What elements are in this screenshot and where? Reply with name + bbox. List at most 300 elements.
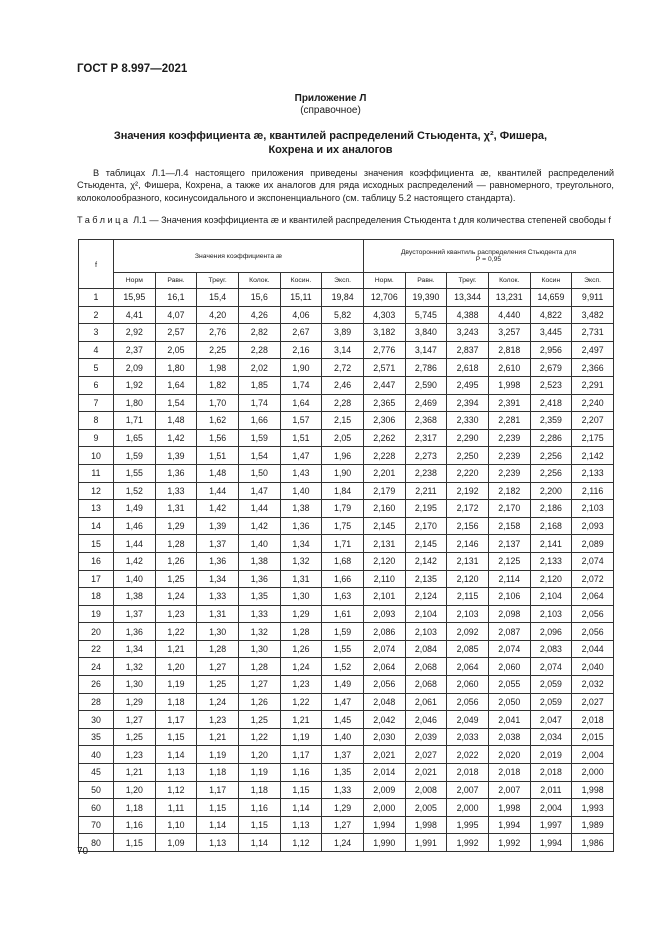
table-cell: 1,54 (155, 394, 197, 412)
appendix-note: (справочное) (300, 105, 361, 116)
table-cell: 1,38 (114, 588, 156, 606)
table-row (79, 500, 614, 518)
table-cell: 1,61 (322, 605, 364, 623)
table-cell: 2,015 (572, 728, 614, 746)
table-body (79, 289, 614, 852)
table-row (79, 693, 614, 711)
table-cell: 1,90 (280, 359, 322, 377)
table-cell: 1,29 (280, 605, 322, 623)
table-cell: 3,14 (322, 341, 364, 359)
table-cell: 19,84 (322, 289, 364, 307)
table-cell: 1,37 (322, 746, 364, 764)
table-cell: 4,41 (114, 306, 156, 324)
table-row (79, 341, 614, 359)
table-cell: 1,20 (238, 746, 280, 764)
table-cell: 2,125 (488, 552, 530, 570)
table-cell: 2,207 (572, 412, 614, 430)
table-cell: 2,273 (405, 447, 447, 465)
table-cell: 2,110 (363, 570, 405, 588)
table-cell: 2,004 (530, 799, 572, 817)
table-cell: 1,74 (238, 394, 280, 412)
table-cell: 2,142 (572, 447, 614, 465)
table-cell: 1,20 (114, 781, 156, 799)
table-cell: 1,24 (280, 658, 322, 676)
table-cell: 1,28 (197, 640, 239, 658)
table-cell: 1,18 (155, 693, 197, 711)
table-cell: 2,418 (530, 394, 572, 412)
page-number: 70 (77, 846, 89, 857)
table-cell: 1,39 (155, 447, 197, 465)
table-cell: 2,072 (572, 570, 614, 588)
table-cell: 2,571 (363, 359, 405, 377)
table-cell: 1,15 (238, 816, 280, 834)
table-cell: 1,37 (114, 605, 156, 623)
table-cell: 2,92 (114, 324, 156, 342)
table-cell: 2,114 (488, 570, 530, 588)
table-cell: 2,25 (197, 341, 239, 359)
table-row (79, 412, 614, 430)
table-cell: 1,36 (114, 623, 156, 641)
table-cell: 2,238 (405, 464, 447, 482)
cell-degrees-of-freedom: 9 (79, 429, 114, 447)
table-cell: 2,022 (447, 746, 489, 764)
table-cell: 1,64 (280, 394, 322, 412)
table-cell: 2,050 (488, 693, 530, 711)
column-group-student-line2: P = 0,95 (475, 256, 502, 263)
table-cell: 2,168 (530, 517, 572, 535)
table-cell: 1,21 (114, 764, 156, 782)
table-cell: 2,049 (447, 711, 489, 729)
table-cell: 1,19 (280, 728, 322, 746)
table-cell: 2,042 (363, 711, 405, 729)
table-row (79, 588, 614, 606)
table-cell: 2,133 (572, 464, 614, 482)
table-cell: 3,445 (530, 324, 572, 342)
table-cell: 2,956 (530, 341, 572, 359)
table-cell: 2,590 (405, 376, 447, 394)
table-cell: 2,038 (488, 728, 530, 746)
table-cell: 1,38 (238, 552, 280, 570)
subcolumn-header: Эксп. (572, 273, 614, 289)
table-cell: 1,19 (155, 676, 197, 694)
table-cell: 1,29 (155, 517, 197, 535)
cell-degrees-of-freedom: 16 (79, 552, 114, 570)
table-cell: 2,394 (447, 394, 489, 412)
table-cell: 2,239 (488, 429, 530, 447)
table-cell: 1,31 (155, 500, 197, 518)
table-cell: 1,22 (238, 728, 280, 746)
table-cell: 1,998 (405, 816, 447, 834)
table-cell: 2,032 (572, 676, 614, 694)
cell-degrees-of-freedom: 7 (79, 394, 114, 412)
table-cell: 1,18 (197, 764, 239, 782)
table-cell: 1,56 (197, 429, 239, 447)
table-cell: 1,71 (322, 535, 364, 553)
cell-degrees-of-freedom: 14 (79, 517, 114, 535)
table-cell: 2,018 (572, 711, 614, 729)
table-row (79, 376, 614, 394)
table-cell: 2,020 (488, 746, 530, 764)
table-cell: 1,49 (322, 676, 364, 694)
table-row (79, 799, 614, 817)
table-cell: 1,15 (280, 781, 322, 799)
table-cell: 1,84 (322, 482, 364, 500)
table-cell: 2,172 (447, 500, 489, 518)
table-cell: 2,250 (447, 447, 489, 465)
table-cell: 1,82 (197, 376, 239, 394)
table-cell: 1,42 (238, 517, 280, 535)
table-cell: 2,056 (572, 623, 614, 641)
table-cell: 1,22 (280, 693, 322, 711)
table-cell: 1,16 (238, 799, 280, 817)
table-cell: 2,087 (488, 623, 530, 641)
table-cell: 4,822 (530, 306, 572, 324)
table-cell: 2,262 (363, 429, 405, 447)
table-cell: 2,068 (405, 658, 447, 676)
table-cell: 1,30 (280, 588, 322, 606)
table-cell: 2,000 (572, 764, 614, 782)
table-cell: 2,021 (363, 746, 405, 764)
table-row (79, 834, 614, 852)
table-cell: 2,007 (488, 781, 530, 799)
table-cell: 4,26 (238, 306, 280, 324)
table-cell: 2,141 (530, 535, 572, 553)
table-cell: 1,13 (197, 834, 239, 852)
table-row (79, 359, 614, 377)
table-cell: 2,330 (447, 412, 489, 430)
column-group-student-line1: Двусторонний квантиль распределения Стьюдента для (400, 249, 577, 256)
table-cell: 1,992 (488, 834, 530, 852)
table-cell: 1,68 (322, 552, 364, 570)
table-cell: 1,62 (197, 412, 239, 430)
table-row (79, 447, 614, 465)
table-cell: 1,66 (238, 412, 280, 430)
subcolumn-header: Косин. (280, 273, 322, 289)
table-cell: 1,22 (155, 623, 197, 641)
table-cell: 1,21 (280, 711, 322, 729)
table-cell: 2,28 (238, 341, 280, 359)
table-cell: 2,182 (488, 482, 530, 500)
table-cell: 1,998 (488, 799, 530, 817)
table-cell: 2,46 (322, 376, 364, 394)
subcolumn-header: Равн. (155, 273, 197, 289)
table-cell: 1,29 (322, 799, 364, 817)
table-cell: 1,27 (114, 711, 156, 729)
table-row (79, 746, 614, 764)
table-cell: 1,995 (447, 816, 489, 834)
table-cell: 2,101 (363, 588, 405, 606)
table-row (79, 552, 614, 570)
table-cell: 1,998 (572, 781, 614, 799)
table-cell: 1,34 (114, 640, 156, 658)
table-cell: 1,51 (280, 429, 322, 447)
table-cell: 2,061 (405, 693, 447, 711)
table-row (79, 605, 614, 623)
table-cell: 1,27 (238, 676, 280, 694)
subcolumn-header: Эксп. (322, 273, 364, 289)
table-cell: 1,28 (280, 623, 322, 641)
table-cell: 2,67 (280, 324, 322, 342)
table-cell: 2,05 (155, 341, 197, 359)
table-cell: 5,745 (405, 306, 447, 324)
table-cell: 1,63 (322, 588, 364, 606)
table-cell: 3,182 (363, 324, 405, 342)
table-cell: 2,495 (447, 376, 489, 394)
table-cell: 2,05 (322, 429, 364, 447)
table-cell: 1,90 (322, 464, 364, 482)
table-cell: 2,179 (363, 482, 405, 500)
table-cell: 1,40 (238, 535, 280, 553)
table-cell: 2,239 (488, 447, 530, 465)
table-cell: 2,76 (197, 324, 239, 342)
table-cell: 2,106 (488, 588, 530, 606)
table-cell: 1,25 (155, 570, 197, 588)
table-cell: 4,388 (447, 306, 489, 324)
table-cell: 1,80 (155, 359, 197, 377)
table-cell: 2,103 (405, 623, 447, 641)
table-cell: 1,31 (280, 570, 322, 588)
table-cell: 2,004 (572, 746, 614, 764)
table-cell: 2,074 (530, 658, 572, 676)
table-cell: 2,366 (572, 359, 614, 377)
table-cell: 2,239 (488, 464, 530, 482)
table-cell: 1,40 (322, 728, 364, 746)
table-cell: 1,98 (197, 359, 239, 377)
cell-degrees-of-freedom: 2 (79, 306, 114, 324)
table-cell: 2,359 (530, 412, 572, 430)
cell-degrees-of-freedom: 20 (79, 623, 114, 641)
table-cell: 2,034 (530, 728, 572, 746)
table-cell: 15,6 (238, 289, 280, 307)
cell-degrees-of-freedom: 1 (79, 289, 114, 307)
table-cell: 1,25 (197, 676, 239, 694)
table-caption-text: Л.1 — Значения коэффициента æ и квантилей распределения Стьюдента t для количества степеней свободы f (133, 215, 611, 225)
table-cell: 2,085 (447, 640, 489, 658)
table-cell: 1,12 (155, 781, 197, 799)
table-cell: 2,497 (572, 341, 614, 359)
table-cell: 1,13 (155, 764, 197, 782)
table-cell: 1,50 (238, 464, 280, 482)
table-cell: 2,060 (447, 676, 489, 694)
table-cell: 2,240 (572, 394, 614, 412)
table-cell: 2,146 (447, 535, 489, 553)
table-row (79, 517, 614, 535)
table-cell: 2,115 (447, 588, 489, 606)
table-cell: 2,055 (488, 676, 530, 694)
table-cell: 2,291 (572, 376, 614, 394)
table-cell: 1,33 (322, 781, 364, 799)
table-cell: 13,344 (447, 289, 489, 307)
table-cell: 1,38 (280, 500, 322, 518)
cell-degrees-of-freedom: 11 (79, 464, 114, 482)
table-row (79, 324, 614, 342)
table-cell: 1,21 (155, 640, 197, 658)
table-cell: 1,36 (155, 464, 197, 482)
table-cell: 2,57 (155, 324, 197, 342)
table-cell: 9,911 (572, 289, 614, 307)
table-cell: 1,48 (197, 464, 239, 482)
table-cell: 15,11 (280, 289, 322, 307)
subcolumn-header: Колок. (238, 273, 280, 289)
table-row (79, 640, 614, 658)
table-cell: 2,256 (530, 447, 572, 465)
table-cell: 2,068 (405, 676, 447, 694)
table-cell: 2,137 (488, 535, 530, 553)
table-cell: 1,71 (114, 412, 156, 430)
table-cell: 1,14 (197, 816, 239, 834)
table-cell: 1,26 (238, 693, 280, 711)
table-row (79, 658, 614, 676)
table-row (79, 289, 614, 307)
table-cell: 1,59 (322, 623, 364, 641)
table-cell: 1,14 (155, 746, 197, 764)
table-cell: 2,018 (447, 764, 489, 782)
table-cell: 2,142 (405, 552, 447, 570)
table-cell: 15,95 (114, 289, 156, 307)
cell-degrees-of-freedom: 60 (79, 799, 114, 817)
table-cell: 3,840 (405, 324, 447, 342)
table-cell: 1,59 (114, 447, 156, 465)
table-cell: 2,104 (405, 605, 447, 623)
table-cell: 2,469 (405, 394, 447, 412)
table-cell: 1,11 (155, 799, 197, 817)
cell-degrees-of-freedom: 4 (79, 341, 114, 359)
table-cell: 1,28 (155, 535, 197, 553)
table-cell: 1,15 (197, 799, 239, 817)
table-cell: 4,06 (280, 306, 322, 324)
table-cell: 1,25 (238, 711, 280, 729)
table-cell: 1,33 (197, 588, 239, 606)
column-group-student (363, 240, 613, 273)
table-cell: 1,23 (114, 746, 156, 764)
table-cell: 1,32 (114, 658, 156, 676)
table-cell: 1,40 (280, 482, 322, 500)
table-cell: 2,048 (363, 693, 405, 711)
table-cell: 1,24 (155, 588, 197, 606)
table-cell: 5,82 (322, 306, 364, 324)
table-cell: 1,991 (405, 834, 447, 852)
table-cell: 2,103 (572, 500, 614, 518)
table-cell: 1,52 (114, 482, 156, 500)
table-cell: 2,220 (447, 464, 489, 482)
appendix-title: Приложение Л (294, 93, 367, 104)
table-cell: 1,18 (238, 781, 280, 799)
table-cell: 1,30 (238, 640, 280, 658)
table-cell: 1,44 (197, 482, 239, 500)
table-caption-label: Таблица (77, 215, 131, 225)
table-cell: 2,37 (114, 341, 156, 359)
table-row (79, 711, 614, 729)
table-cell: 1,92 (114, 376, 156, 394)
table-cell: 2,096 (530, 623, 572, 641)
table-cell: 1,17 (280, 746, 322, 764)
table-cell: 1,75 (322, 517, 364, 535)
table-cell: 2,008 (405, 781, 447, 799)
table-cell: 4,303 (363, 306, 405, 324)
table-cell: 1,18 (114, 799, 156, 817)
table-cell: 2,000 (363, 799, 405, 817)
table-cell: 4,440 (488, 306, 530, 324)
table-cell: 2,030 (363, 728, 405, 746)
table-cell: 4,20 (197, 306, 239, 324)
column-group-coefficient: Значения коэффициента æ (114, 240, 364, 273)
cell-degrees-of-freedom: 5 (79, 359, 114, 377)
table-cell: 2,011 (530, 781, 572, 799)
cell-degrees-of-freedom: 22 (79, 640, 114, 658)
table-cell: 2,286 (530, 429, 572, 447)
table-cell: 1,994 (530, 834, 572, 852)
table-cell: 1,46 (114, 517, 156, 535)
cell-degrees-of-freedom: 35 (79, 728, 114, 746)
table-cell: 1,64 (155, 376, 197, 394)
table-cell: 1,32 (280, 552, 322, 570)
table-cell: 1,42 (114, 552, 156, 570)
table-cell: 1,16 (280, 764, 322, 782)
table-cell: 1,55 (114, 464, 156, 482)
table-cell: 2,145 (405, 535, 447, 553)
table-cell: 2,228 (363, 447, 405, 465)
cell-degrees-of-freedom: 12 (79, 482, 114, 500)
table-cell: 2,019 (530, 746, 572, 764)
section-title: Значения коэффициента æ, квантилей распределений Стьюдента, χ², Фишера, Кохрена и их аналогов (113, 130, 548, 156)
subcolumn-header: Треуг. (197, 273, 239, 289)
subcolumn-header: Треуг. (447, 273, 489, 289)
cell-degrees-of-freedom: 18 (79, 588, 114, 606)
subcolumn-header: Косин (530, 273, 572, 289)
table-cell: 2,82 (238, 324, 280, 342)
table-cell: 1,30 (114, 676, 156, 694)
table-cell: 2,201 (363, 464, 405, 482)
table-cell: 1,47 (322, 693, 364, 711)
cell-degrees-of-freedom: 80 (79, 834, 114, 852)
table-cell: 2,391 (488, 394, 530, 412)
table-cell: 1,989 (572, 816, 614, 834)
cell-degrees-of-freedom: 10 (79, 447, 114, 465)
table-cell: 2,186 (530, 500, 572, 518)
column-header-f: f (79, 240, 114, 289)
table-cell: 1,35 (322, 764, 364, 782)
table-cell: 1,17 (197, 781, 239, 799)
cell-degrees-of-freedom: 6 (79, 376, 114, 394)
table-cell: 1,27 (322, 816, 364, 834)
table-cell: 1,34 (280, 535, 322, 553)
table-cell: 2,175 (572, 429, 614, 447)
table-cell: 2,044 (572, 640, 614, 658)
table-cell: 1,32 (238, 623, 280, 641)
table-cell: 1,994 (363, 816, 405, 834)
table-cell: 1,24 (322, 834, 364, 852)
table-cell: 1,21 (197, 728, 239, 746)
table-cell: 2,000 (447, 799, 489, 817)
table-cell: 2,047 (530, 711, 572, 729)
table-cell: 2,083 (530, 640, 572, 658)
table-cell: 1,27 (197, 658, 239, 676)
table-cell: 2,72 (322, 359, 364, 377)
table-cell: 1,79 (322, 500, 364, 518)
table-cell: 2,837 (447, 341, 489, 359)
table-cell: 1,52 (322, 658, 364, 676)
cell-degrees-of-freedom: 19 (79, 605, 114, 623)
table-cell: 1,28 (238, 658, 280, 676)
table-cell: 1,33 (238, 605, 280, 623)
table-cell: 2,158 (488, 517, 530, 535)
table-cell: 1,15 (114, 834, 156, 852)
table-cell: 2,131 (363, 535, 405, 553)
table-cell: 1,990 (363, 834, 405, 852)
table-cell: 2,103 (447, 605, 489, 623)
table-cell: 2,104 (530, 588, 572, 606)
table-cell: 1,14 (238, 834, 280, 852)
